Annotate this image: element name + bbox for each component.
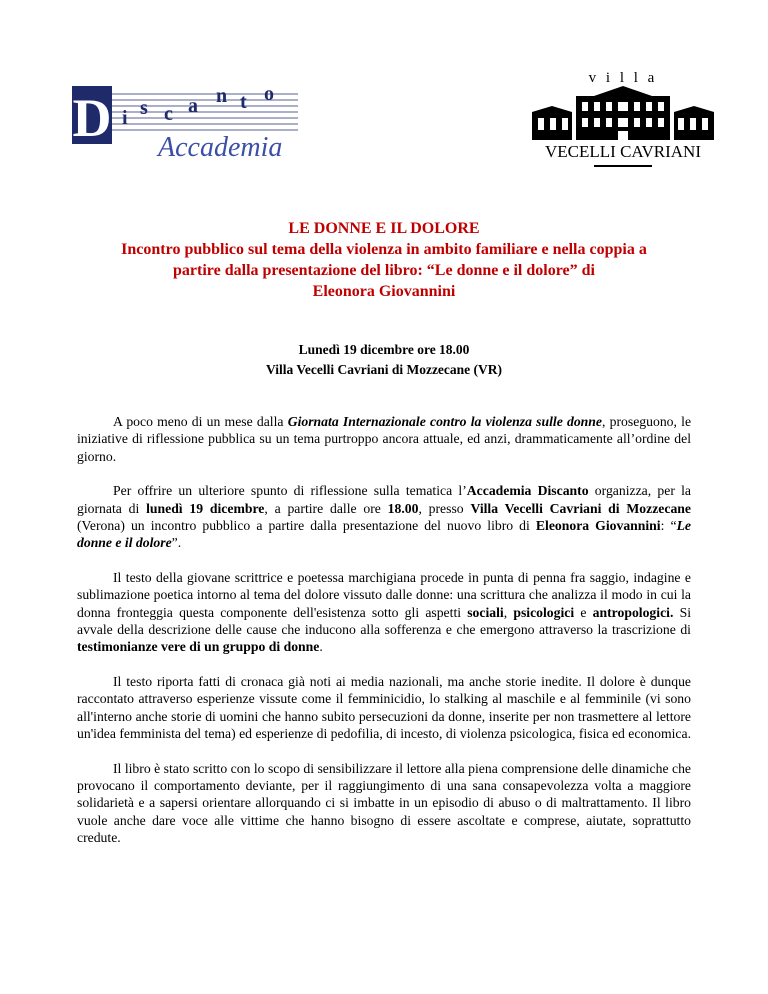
title-line-2: Incontro pubblico sul tema della violenza in ambito familiare e nella coppia a xyxy=(121,241,647,258)
letter-t: t xyxy=(240,91,247,113)
p2-bold-time: 18.00 xyxy=(387,500,419,516)
p1-emphasis: Giornata Internazionale contro la violenza sulle donne xyxy=(287,414,602,429)
document-title xyxy=(60,218,708,302)
p3-bold-testimonianze: testimonianze vere di un gruppo di donne xyxy=(77,639,320,655)
accademia-discanto-logo xyxy=(70,78,300,160)
p3-text: e xyxy=(574,604,593,620)
p3-text: Si avvale della descrizione delle cause che inducono alla sofferenza e che emergono attraverso la trascrizione di xyxy=(77,604,691,637)
p3-text: . xyxy=(319,639,323,655)
letter-i: i xyxy=(122,107,128,129)
p3-text: Il testo della giovane scrittrice e poetessa marchigiana procede in punta di penna fra saggio, indagine e sublimazione poetica intorno al tema del dolore vissuto dalle donne: una scrittura che analizza il modo in cui la donna fronteggia questa componente dell'esistenza sotto gli aspetti xyxy=(77,570,691,620)
paragraph-2 xyxy=(77,482,691,551)
title-line-1: LE DONNE E IL DOLORE xyxy=(288,220,480,237)
p2-book-title: Le donne e il dolore xyxy=(77,517,691,551)
paragraph-1 xyxy=(77,413,691,465)
event-info xyxy=(60,340,708,380)
p3-bold-sociali: sociali xyxy=(467,604,504,620)
event-place: Villa Vecelli Cavriani di Mozzecane (VR) xyxy=(265,362,503,377)
villa-wordmark: v i l l a xyxy=(588,70,658,86)
p3-text: , xyxy=(503,604,514,620)
p3-bold-psicologici: psicologici xyxy=(513,604,575,620)
paragraph-4: Il testo riporta fatti di cronaca già noti ai media nazionali, ma anche storie inedite. Il dolore è dunque raccontato attraverso esperienze vissute come il femminicidio, lo stalking al maschile e al femminile (vi sono all'interno anche storie di uomini che hanno subito persecuzioni da donne, inserite per non trasmettere al lettore un'idea femminista del tema) ed esperienze di pedofilia, di incesto, di violenza psicologica, fisica ed economica. xyxy=(77,674,691,741)
p2-bold-venue: Villa Vecelli Cavriani di Mozzecane xyxy=(470,500,691,516)
letter-a: a xyxy=(188,95,198,117)
letter-n: n xyxy=(216,85,228,107)
p2-bold-organizer: Accademia Discanto xyxy=(466,483,589,499)
p2-text: ”. xyxy=(171,535,182,551)
p2-bold-date: lunedì 19 dicembre xyxy=(146,500,265,516)
p2-text: Per offrire un ulteriore spunto di riflessione sulla tematica l’ xyxy=(113,483,467,499)
paragraph-3 xyxy=(77,569,691,655)
event-date: Lunedì 19 dicembre ore 18.00 xyxy=(298,342,470,357)
vecelli-cavriani-wordmark: VECELLI CAVRIANI xyxy=(545,142,701,161)
p2-bold-author: Eleonora Giovannini xyxy=(535,517,661,533)
p2-text: : “ xyxy=(660,517,677,533)
letter-o: o xyxy=(264,83,274,105)
letter-s: s xyxy=(140,97,148,119)
title-line-3: partire dalla presentazione del libro: “Le donne e il dolore” di xyxy=(173,262,595,279)
p2-text: , presso xyxy=(418,500,471,516)
letter-c: c xyxy=(164,103,173,125)
accademia-wordmark: Accademia xyxy=(158,132,283,160)
p2-text: , a partire dalle ore xyxy=(264,500,388,516)
title-line-4: Eleonora Giovannini xyxy=(312,283,456,300)
initial-d: D xyxy=(72,88,112,148)
p1-text-end: , proseguono, le iniziative di riflessione pubblica su un tema purtroppo ancora attuale, ed anzi, drammaticamente all’ordine del giorno. xyxy=(77,414,692,464)
villa-vecelli-cavriani-logo xyxy=(528,68,718,170)
p3-bold-antropologici: antropologici. xyxy=(592,604,674,620)
p2-text: organizza, per la giornata di xyxy=(77,483,691,516)
p2-text: (Verona) un incontro pubblico a partire dalla presentazione del nuovo libro di xyxy=(77,517,536,533)
paragraph-5: Il libro è stato scritto con lo scopo di sensibilizzare il lettore alla piena comprensione delle dinamiche che provocano il comportamento deviante, per il raggiungimento di una sana consapevolezza volta a maggiore solidarietà e a sapersi orientare allorquando ci si imbatte in un episodio di abuso o di maltrattamento. Il libro vuole anche dare voce alle vittime che hanno bisogno di essere ascoltate e comprese, aiutate, soprattutto credute. xyxy=(77,760,691,845)
p1-text: A poco meno di un mese dalla xyxy=(113,414,288,429)
body-text xyxy=(77,413,691,864)
